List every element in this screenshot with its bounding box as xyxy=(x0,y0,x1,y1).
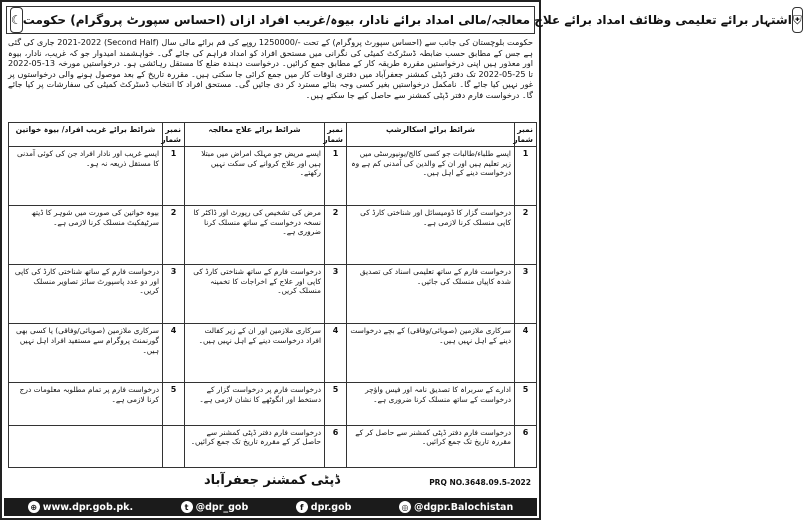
row-serial-2: 2 xyxy=(325,206,347,265)
header-serial-2: نمبر شمار xyxy=(325,123,347,147)
row-serial-1: 6 xyxy=(515,425,537,467)
instagram-link[interactable] xyxy=(399,501,513,513)
twitter-icon: t xyxy=(181,501,193,513)
table-row xyxy=(9,383,537,425)
row-serial-1: 3 xyxy=(515,265,537,324)
row-serial-2: 6 xyxy=(325,425,347,467)
widow-condition: درخواست فارم کے ساتھ شناختی کارڈ کی کاپی اور دو عدد پاسپورٹ سائز تصاویر منسلک کریں۔ xyxy=(9,265,163,324)
table-row xyxy=(9,206,537,265)
row-serial-1: 2 xyxy=(515,206,537,265)
header-serial-1: نمبر شمار xyxy=(515,123,537,147)
facebook-text: dpr.gob xyxy=(310,501,352,513)
scholarship-condition: ادارے کے سربراہ کا تصدیق نامہ اور فیس واؤچر درخواست کے ساتھ منسلک کرنا ضروری ہے۔ xyxy=(347,383,515,425)
website-text: www.dpr.gob.pk. xyxy=(42,501,134,513)
row-serial-3: 1 xyxy=(163,147,185,206)
header-serial-3: نمبر شمار xyxy=(163,123,185,147)
table-row xyxy=(9,324,537,383)
header-scholarship: شرائط برائے اسکالرشپ xyxy=(347,123,515,147)
facebook-link[interactable] xyxy=(296,501,352,513)
balochistan-emblem-icon: ⛨ xyxy=(792,7,803,33)
row-serial-1: 1 xyxy=(515,147,537,206)
prq-number: PRQ NO.3648.09.5-2022 xyxy=(429,478,531,487)
scholarship-condition: درخواست گزار کا ڈومیسائل اور شناختی کارڈ کی کاپی منسلک کرنا لازمی ہے۔ xyxy=(347,206,515,265)
row-serial-2: 4 xyxy=(325,324,347,383)
medical-condition: درخواست فارم کے ساتھ شناختی کارڈ کی کاپی اور علاج کے اخراجات کا تخمینہ منسلک کریں۔ xyxy=(185,265,325,324)
scholarship-condition: سرکاری ملازمین (صوبائی/وفاقی) کے بچے درخواست دینے کے اہل نہیں ہیں۔ xyxy=(347,324,515,383)
row-serial-2: 3 xyxy=(325,265,347,324)
header-widows: شرائط برائے غریب افراد/ بیوہ خواتین xyxy=(9,123,163,147)
medical-condition: مرض کی تشخیص کی رپورٹ اور ڈاکٹر کا نسخہ درخواست کے ساتھ منسلک کرنا ضروری ہے۔ xyxy=(185,206,325,265)
medical-condition: درخواست فارم پر درخواست گزار کے دستخط اور انگوٹھے کا نشان لازمی ہے۔ xyxy=(185,383,325,425)
header-medical: شرائط برائے علاج معالجہ xyxy=(185,123,325,147)
intro-paragraph: حکومت بلوچستان کی جانب سے (احساس سپورٹ پروگرام) کے تحت -/1250000 روپے کی قم برائے مالی سال (Second Half) 2021-2022 جاری کی گئی ہے جس کے مطابق حسب ضابطہ ڈسٹرکٹ کمیٹی کی نگرانی میں مستحق افراد کو امداد فراہم کی جائے گی۔ خواہشمند امیدوار جو کہ غریب، نادار، بیوہ اور معذور ہیں اپنی درخواستیں مقررہ طریقہ کار کے مطابق جمع کرائیں۔ درخواست دہندہ ضلع کا مستقل رہائشی ہو۔ درخواستیں مورخہ 13-05-2022 تا 25-05-2022 تک دفتر ڈپٹی کمشنر جعفرآباد میں دفتری اوقات کار میں جمع کرائی جا سکتی ہیں۔ مقررہ تاریخ کے بعد موصول ہونے والی درخواستوں پر غور نہیں کیا جائے گا۔ نامکمل درخواستیں بغیر کسی وجہ بتائے مسترد کر دی جائیں گی۔ مستحق افراد کا انتخاب ڈسٹرکٹ کمیٹی کی سفارشات پر کیا جائے گا۔ درخواست فارم دفتر ڈپٹی کمشنر سے حاصل کیے جا سکتے ہیں۔ xyxy=(8,37,533,100)
conditions-table xyxy=(8,122,537,468)
widow-condition: بیوہ خواتین کی صورت میں شوہر کا ڈیتھ سرٹیفکیٹ منسلک کرنا لازمی ہے۔ xyxy=(9,206,163,265)
social-footer xyxy=(4,498,537,516)
table-row xyxy=(9,147,537,206)
facebook-icon: f xyxy=(296,501,308,513)
widow-condition: ایسے غریب اور نادار افراد جن کی کوئی آمدنی کا مستقل ذریعہ نہ ہو۔ xyxy=(9,147,163,206)
table-row xyxy=(9,425,537,467)
row-serial-3: 4 xyxy=(163,324,185,383)
page-title: اشتہار برائے تعلیمی وظائف امداد برائے علاج معالجہ/مالی امداد برائے نادار، بیوہ/غریب افراد ازاں (احساس سپورٹ پروگرام) حکومت xyxy=(22,13,792,27)
scholarship-condition: ایسے طلباء/طالبات جو کسی کالج/یونیورسٹی میں زیر تعلیم ہیں اور ان کے والدین کی آمدنی کم ہے وہ درخواست دینے کے اہل ہیں۔ xyxy=(347,147,515,206)
website-link[interactable] xyxy=(28,501,133,513)
signer-title: ڈپٹی کمشنر جعفرآباد xyxy=(203,473,341,488)
row-serial-3: 3 xyxy=(163,265,185,324)
row-serial-3 xyxy=(163,425,185,467)
medical-condition: درخواست فارم دفتر ڈپٹی کمشنر سے حاصل کر کے مقررہ تاریخ تک جمع کرائیں۔ xyxy=(185,425,325,467)
table-header-row xyxy=(9,123,537,147)
twitter-link[interactable] xyxy=(181,501,249,513)
table-row xyxy=(9,265,537,324)
row-serial-2: 5 xyxy=(325,383,347,425)
medical-condition: سرکاری ملازمین اور ان کے زیر کفالت افراد درخواست دینے کے اہل نہیں ہیں۔ xyxy=(185,324,325,383)
row-serial-2: 1 xyxy=(325,147,347,206)
row-serial-3: 5 xyxy=(163,383,185,425)
row-serial-3: 2 xyxy=(163,206,185,265)
instagram-text: @dgpr.Balochistan xyxy=(413,501,514,513)
medical-condition: ایسے مریض جو مہلک امراض میں مبتلا ہیں اور علاج کروانے کی سکت نہیں رکھتے۔ xyxy=(185,147,325,206)
twitter-text: @dpr_gob xyxy=(195,501,249,513)
scholarship-condition: درخواست فارم دفتر ڈپٹی کمشنر سے حاصل کر کے مقررہ تاریخ تک جمع کرائیں۔ xyxy=(347,425,515,467)
pakistan-emblem-icon: ☾ xyxy=(10,7,23,33)
scholarship-condition: درخواست فارم کے ساتھ تعلیمی اسناد کی تصدیق شدہ کاپیاں منسلک کی جائیں۔ xyxy=(347,265,515,324)
globe-icon: ⊕ xyxy=(28,501,40,513)
widow-condition xyxy=(9,425,163,467)
widow-condition: درخواست فارم پر تمام مطلوبہ معلومات درج کرنا لازمی ہے۔ xyxy=(9,383,163,425)
instagram-icon: ◎ xyxy=(399,501,411,513)
row-serial-1: 5 xyxy=(515,383,537,425)
header-bar xyxy=(6,6,802,34)
row-serial-1: 4 xyxy=(515,324,537,383)
widow-condition: سرکاری ملازمین (صوبائی/وفاقی) یا کسی بھی گورنمنٹ پروگرام سے مستفید افراد اہل نہیں ہیں۔ xyxy=(9,324,163,383)
